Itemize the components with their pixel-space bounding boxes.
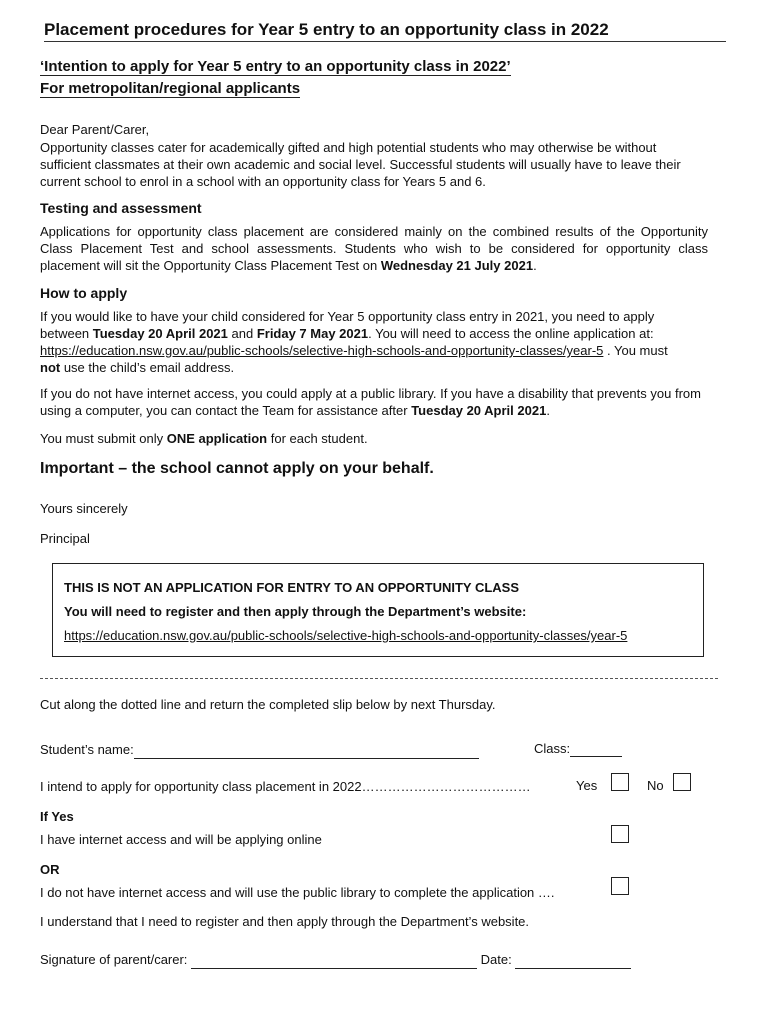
date-field[interactable] [515,951,631,969]
apply-date-end: Friday 7 May 2021 [256,326,369,341]
testing-heading: Testing and assessment [40,200,202,216]
application-url-link[interactable]: https://education.nsw.gov.au/public-schools/selective-high-schools-and-opportunity-classes/year-5 [40,343,604,358]
apply-text-and: and [227,326,257,341]
subtitle-intention [40,58,511,75]
yes-label: Yes [576,778,598,793]
signature-label: Signature of parent/carer: [40,952,188,967]
closing: Yours sincerely [40,501,128,516]
or-label: OR [40,862,60,877]
understand-text: I understand that I need to register and then apply through the Department’s website. [40,914,530,929]
class-row [534,741,622,757]
testing-paragraph [40,223,708,274]
internet-text: If you do not have internet access, you could apply at a public library. If you have a disability that prevents you from using a computer, you can contact the Team for assistance after [40,386,701,418]
cut-instruction: Cut along the dotted line and return the completed slip below by next Thursday. [40,697,496,712]
intro-paragraph: Opportunity classes cater for academically gifted and high potential students who may otherwise be without sufficient classmates at their own academic and social level. Successful students will usually have to leave their current school to enrol in a school with an opportunity class for Years 5 and 6. [40,140,681,189]
no-label: No [647,778,664,793]
apply-text-d: use the child’s email address. [60,360,235,375]
submit-text-end: for each student. [267,431,368,446]
notice-box [52,563,704,657]
salutation: Dear Parent/Carer, [40,122,150,137]
apply-paragraph [40,308,690,376]
notice-line-1: THIS IS NOT AN APPLICATION FOR ENTRY TO AN OPPORTUNITY CLASS [64,580,520,595]
apply-not: not [40,360,61,375]
library-checkbox[interactable] [611,877,629,895]
student-name-label: Student’s name: [40,742,134,757]
date-label: Date: [480,952,512,967]
testing-date: Wednesday 21 July 2021 [380,258,534,273]
subtitle-applicants [40,80,300,97]
class-field[interactable] [570,741,622,757]
submit-bold: ONE application [166,431,268,446]
yes-checkbox[interactable] [611,773,629,791]
subtitle-intention-text: ‘Intention to apply for Year 5 entry to an opportunity class in 2022’ [40,58,511,75]
apply-text: If you would like to have your child considered for Year 5 opportunity class entry in 2021, you need to apply between [40,309,655,341]
no-checkbox[interactable] [673,773,691,791]
signature-row [40,951,631,969]
student-name-row [40,741,479,759]
cut-line [40,678,718,679]
submit-text: You must submit only [40,431,167,446]
class-label: Class: [534,741,571,756]
notice-line-2: You will need to register and then apply through the Department’s website: [64,604,527,619]
apply-heading: How to apply [40,285,128,301]
page-title: Placement procedures for Year 5 entry to an opportunity class in 2022 [44,20,726,42]
submit-paragraph [40,430,708,447]
important-notice: Important – the school cannot apply on your behalf. [40,460,434,477]
subtitle-applicants-text: For metropolitan/regional applicants [40,80,301,97]
intend-text: I intend to apply for opportunity class placement in 2022………………………………… [40,779,531,794]
testing-text: Applications for opportunity class placement are considered mainly on the combined results of the Opportunity Class Placement Test and school assessments. Students who wish to be considered for opportunity class placement will sit the Opportunity Class Placement Test on [40,224,708,273]
notice-url-link[interactable]: https://education.nsw.gov.au/public-schools/selective-high-schools-and-opportunity-classes/year-5 [64,628,628,643]
apply-text-b: . You will need to access the online application at: [368,326,654,341]
online-text: I have internet access and will be applying online [40,832,322,847]
online-checkbox[interactable] [611,825,629,843]
library-text: I do not have internet access and will use the public library to complete the application …. [40,885,555,900]
apply-text-c: . You must [603,343,668,358]
internet-paragraph [40,385,708,419]
if-yes-label: If Yes [40,809,74,824]
apply-date-start: Tuesday 20 April 2021 [92,326,228,341]
internet-text-end: . [546,403,550,418]
student-name-field[interactable] [134,741,479,759]
testing-text-end: . [533,258,537,273]
signature-field[interactable] [191,951,477,969]
internet-date: Tuesday 20 April 2021 [411,403,547,418]
signoff: Principal [40,531,90,546]
